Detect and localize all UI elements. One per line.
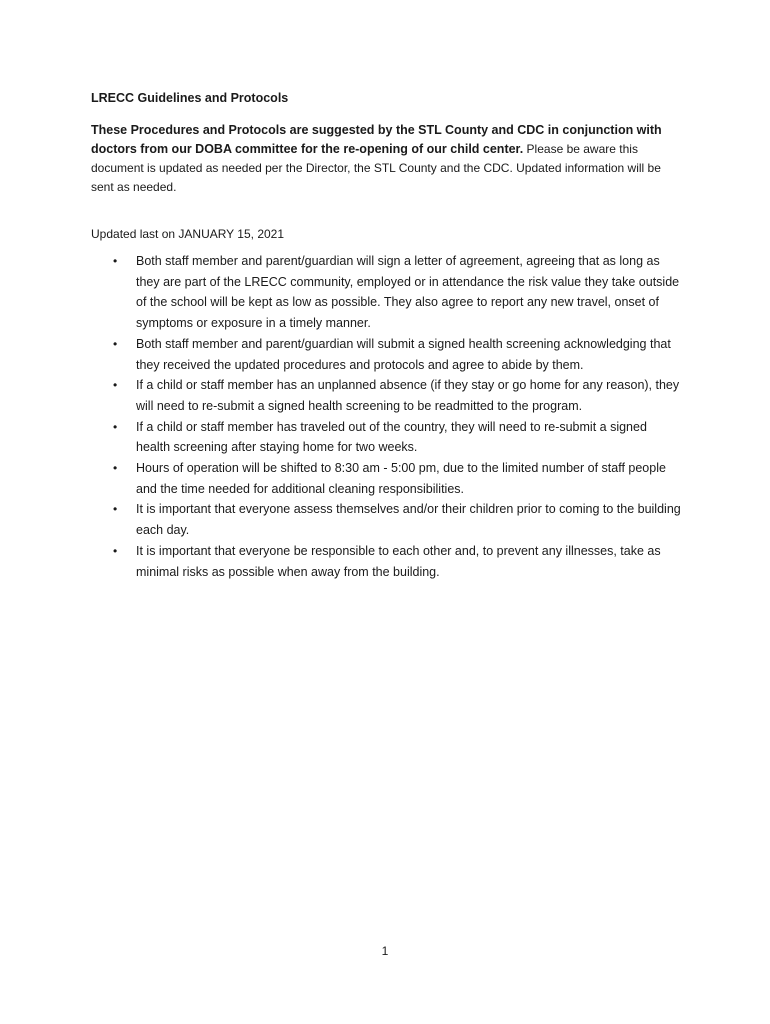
guideline-text: If a child or staff member has traveled out of the country, they will need to re-submit a signed health screening after staying home for two weeks.: [136, 419, 647, 455]
guidelines-list: [91, 251, 683, 582]
guideline-item: [91, 541, 683, 582]
guideline-item: [91, 417, 683, 458]
guideline-text: If a child or staff member has an unplanned absence (if they stay or go home for any reason), they will need to re-submit a signed health screening to be readmitted to the program.: [136, 378, 680, 413]
document-title: LRECC Guidelines and Protocols: [91, 91, 289, 105]
intro-paragraph: [91, 121, 683, 197]
bullet-icon: •: [113, 336, 118, 351]
bullet-icon: •: [113, 461, 118, 476]
guideline-text: Hours of operation will be shifted to 8:30 am - 5:00 pm, due to the limited number of staff people and the time needed for additional cleaning responsibilities.: [136, 461, 666, 496]
guideline-item: [91, 334, 683, 375]
guideline-item: [91, 499, 683, 540]
updated-date: Updated last on JANUARY 15, 2021: [91, 227, 285, 241]
guideline-item: [91, 375, 683, 416]
guideline-text: It is important that everyone be responsible to each other and, to prevent any illnesses, take as minimal risks as possible when away from the building.: [136, 543, 661, 579]
guideline-text: Both staff member and parent/guardian will submit a signed health screening acknowledging that they received the updated procedures and protocols and agree to abide by them.: [136, 336, 671, 372]
bullet-icon: •: [113, 502, 118, 517]
bullet-icon: •: [113, 254, 118, 268]
guideline-text: Both staff member and parent/guardian will sign a letter of agreement, agreeing that as long as they are part of the LRECC community, employed or in attendance the risk value they take outside of the school will be kept as low as possible. They also agree to report any new travel, onset of symptoms or exposure in a timely manner.: [136, 254, 680, 331]
bullet-icon: •: [113, 378, 118, 393]
document-body: [91, 89, 683, 582]
bullet-icon: •: [113, 419, 118, 434]
guideline-text: It is important that everyone assess themselves and/or their children prior to coming to the building each day.: [136, 502, 681, 538]
intro-normal-text: Please be aware this document is updated as needed per the Director, the STL County and the CDC. Updated information will be sent as needed.: [91, 142, 661, 194]
guideline-item: [91, 458, 683, 499]
guideline-item: [91, 251, 683, 334]
intro-bold-text: These Procedures and Protocols are suggested by the STL County and CDC in conjunction with doctors from our DOBA committee for the re-opening of our child center.: [91, 123, 662, 156]
page-number: 1: [381, 944, 389, 958]
bullet-icon: •: [113, 543, 118, 558]
